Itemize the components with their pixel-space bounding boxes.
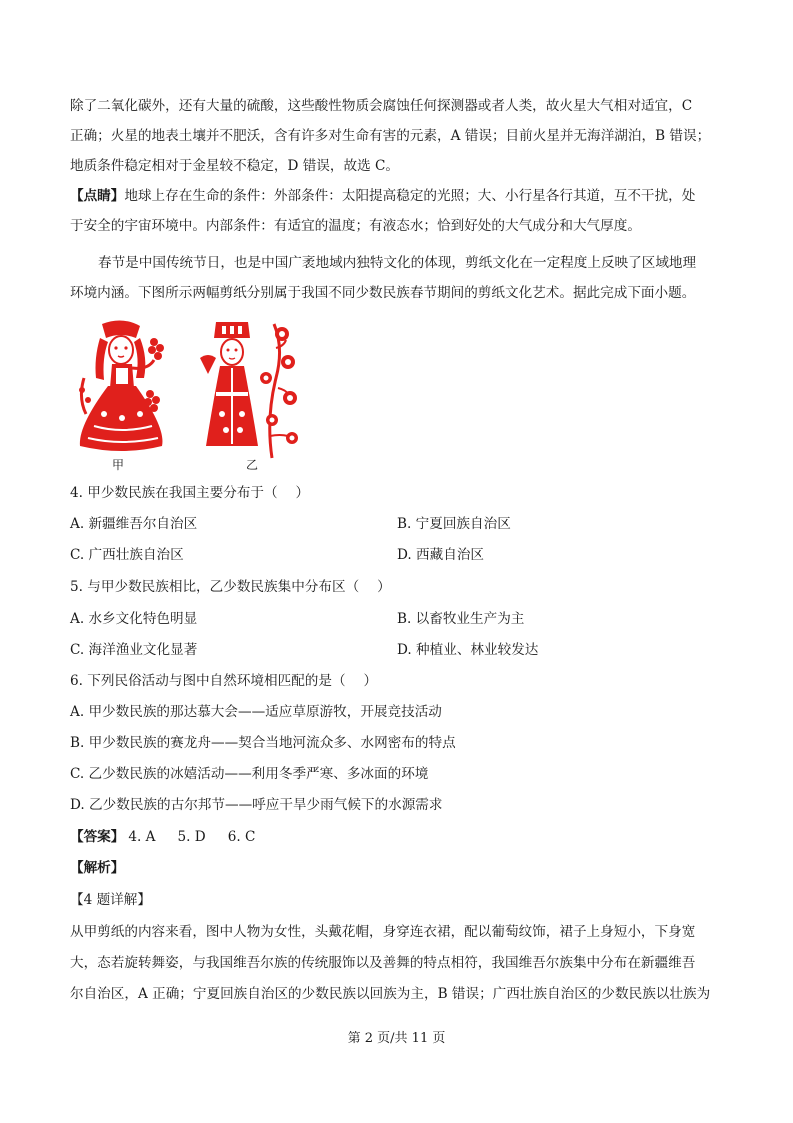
question-6-stem: 6. 下列民俗活动与图中自然环境相匹配的是（ ）	[70, 673, 378, 689]
question-6-option-a: A. 甲少数民族的那达慕大会——适应草原游牧，开展竞技活动	[70, 704, 442, 720]
analysis-label: 【解析】	[70, 860, 125, 876]
answer-4: 4. A	[128, 829, 156, 845]
detail-text-line: 尔自治区，A 正确；宁夏回族自治区的少数民族以回族为主，B 错误；广西壮族自治区的少数民族以壮族为	[70, 986, 711, 1002]
question-6-option-d: D. 乙少数民族的古尔邦节——呼应干旱少雨气候下的水源需求	[70, 797, 443, 813]
material-text-line: 春节是中国传统节日，也是中国广袤地域内独特文化的体现，剪纸文化在一定程度上反映了区域地理	[98, 255, 697, 271]
question-4-option-d: D. 西藏自治区	[397, 547, 485, 563]
material-text-line: 环境内涵。下图所示两幅剪纸分别属于我国不同少数民族春节期间的剪纸文化艺术。据此完成下面小题。	[70, 285, 696, 301]
question-5-option-d: D. 种植业、林业较发达	[397, 642, 539, 658]
question-4-stem: 4. 甲少数民族在我国主要分布于（ ）	[70, 485, 310, 501]
analysis-text-line: 除了二氧化碳外，还有大量的硫酸，这些酸性物质会腐蚀任何探测器或者人类，故火星大气相对适宜，C	[70, 98, 693, 114]
tip-text: 地球上存在生命的条件：外部条件：太阳提高稳定的光照；大、小行星各行其道，互不干扰，处	[124, 188, 696, 204]
tip-label: 【点睛】	[70, 188, 125, 204]
question-4-option-b: B. 宁夏回族自治区	[397, 516, 511, 532]
answer-6: 6. C	[227, 829, 256, 845]
question-5-option-b: B. 以畜牧业生产为主	[397, 611, 525, 627]
question-5-stem: 5. 与甲少数民族相比，乙少数民族集中分布区（ ）	[70, 579, 391, 595]
tip-paragraph	[70, 187, 695, 205]
paper-cut-illustration	[74, 318, 310, 470]
detail-label: 【4 题详解】	[70, 892, 151, 908]
question-6-option-c: C. 乙少数民族的冰嬉活动——利用冬季严寒、多冰面的环境	[70, 766, 429, 782]
question-4-option-c: C. 广西壮族自治区	[70, 547, 184, 563]
paper-cut-figure	[74, 318, 310, 470]
page-footer: 第 2 页/共 11 页	[347, 1031, 446, 1046]
answer-5: 5. D	[177, 829, 206, 845]
answer-label: 【答案】	[70, 829, 125, 845]
answer-line	[70, 828, 277, 846]
detail-text-line: 从甲剪纸的内容来看，图中人物为女性，头戴花帽，身穿连衣裙，配以葡萄纹饰，裙子上身短小，下身宽	[70, 924, 696, 940]
analysis-text-line: 正确；火星的地表土壤并不肥沃，含有许多对生命有害的元素，A 错误；目前火星并无海洋湖泊，B 错误；	[70, 128, 711, 144]
analysis-text-line: 地质条件稳定相对于金星较不稳定，D 错误，故选 C。	[70, 158, 400, 174]
detail-text-line: 大，态若旋转舞姿，与我国维吾尔族的传统服饰以及善舞的特点相符，我国维吾尔族集中分布在新疆维吾	[70, 955, 696, 971]
paper-cut-b-image	[200, 318, 306, 464]
paper-cut-a-image	[76, 318, 168, 454]
figure-caption-b: 乙	[246, 458, 259, 472]
tip-text-line: 于安全的宇宙环境中。内部条件：有适宜的温度；有液态水；恰到好处的大气成分和大气厚度。	[70, 218, 641, 234]
question-4-option-a: A. 新疆维吾尔自治区	[70, 516, 198, 532]
question-5-option-a: A. 水乡文化特色明显	[70, 611, 198, 627]
question-6-option-b: B. 甲少数民族的赛龙舟——契合当地河流众多、水网密布的特点	[70, 735, 456, 751]
question-5-option-c: C. 海洋渔业文化显著	[70, 642, 198, 658]
figure-caption-a: 甲	[112, 458, 125, 472]
